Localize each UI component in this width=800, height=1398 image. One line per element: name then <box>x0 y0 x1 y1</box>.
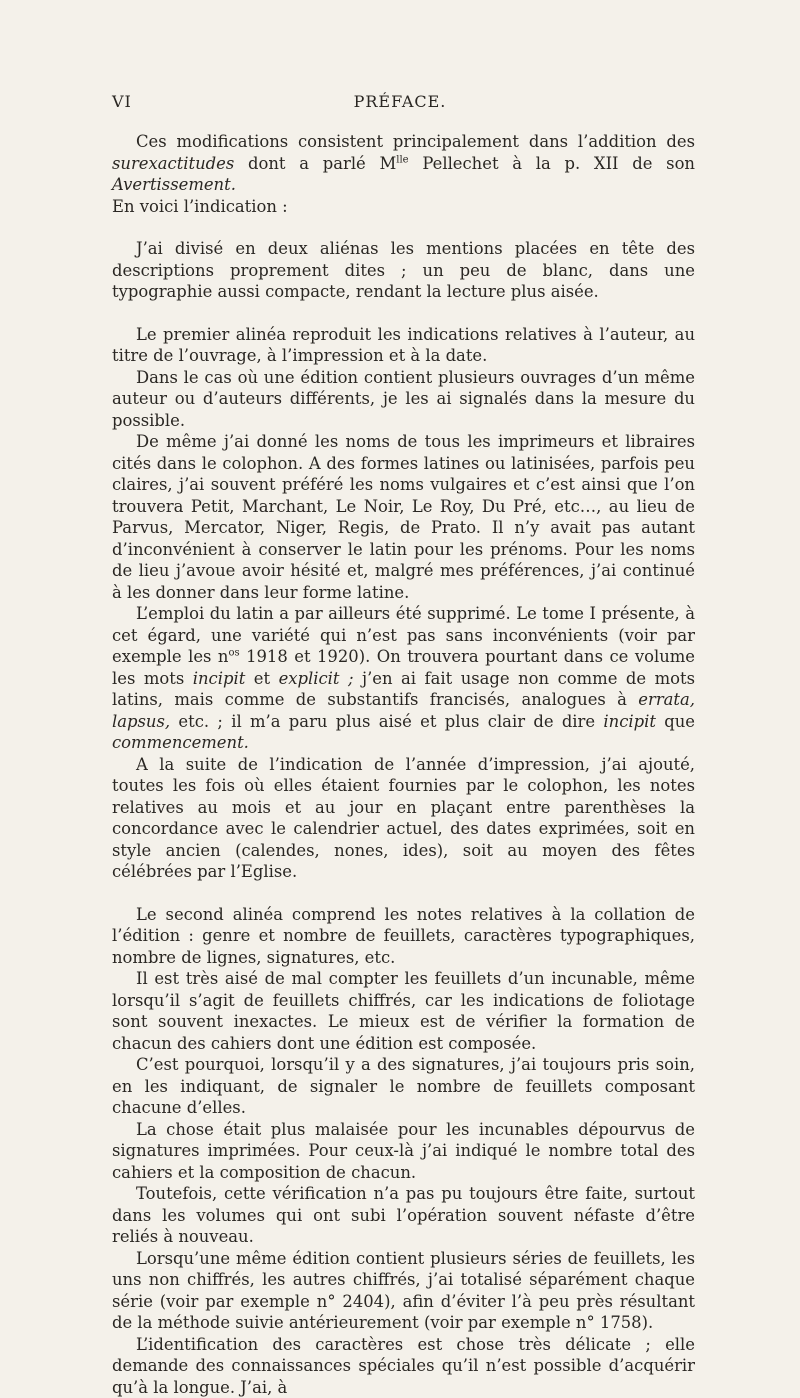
paragraph-latin: L’emploi du latin a par ailleurs été supprimé. Le tome I présente, à cet égard, une variété qui n’est pas sans inconvénients (voir par exemple les $n^{os}$ 1918 et 1920). On trouvera pourtant dans ce volume les mots incipit et explicit ; j’en ai fait usage non comme de mots latins, mais comme de substantifs francisés, analogues à errata, lapsus, etc. ; il m’a paru plus aisé et plus clair de dire incipit que commencement. <box>112 603 695 754</box>
paragraph-intro: Ces modifications consistent principalement dans l’addition des surexactitudes dont a parlé $M^{lle}$ Pellechet à la p. XII de son Avertissement. <box>112 131 695 196</box>
paragraph-premier-alinea: Le premier alinéa reproduit les indications relatives à l’auteur, au titre de l’ouvrage, à l’impression et à la date. <box>112 324 695 367</box>
paragraph-verification: Toutefois, cette vérification n’a pas pu toujours être faite, surtout dans les volumes qui ont subi l’opération souvent néfaste d’être reliés à nouveau. <box>112 1183 695 1248</box>
running-title: PRÉFACE. <box>0 92 800 111</box>
paragraph-plusieurs-ouvrages: Dans le cas où une édition contient plusieurs ouvrages d’un même auteur ou d’auteurs différents, je les ai signalés dans la mesure du possible. <box>112 367 695 432</box>
page-header <box>0 92 800 116</box>
paragraph-indication: En voici l’indication : <box>112 196 695 218</box>
paragraph-imprimeurs: De même j’ai donné les noms de tous les imprimeurs et libraires cités dans le colophon. A des formes latines ou latinisées, parfois peu claires, j’ai souvent préféré les noms vulgaires et c’est ainsi que l’on trouvera Petit, Marchant, Le Noir, Le Roy, Du Pré, etc…, au lieu de Parvus, Mercator, Niger, Regis, de Prato. Il n’y avait pas autant d’inconvénient à conserver le latin pour les prénoms. Pour les noms de lieu j’avoue avoir hésité et, malgré mes préférences, j’ai continué à les donner dans leur forme latine. <box>112 431 695 603</box>
paragraph-cahiers: La chose était plus malaisée pour les incunables dépourvus de signatures imprimées. Pour ceux-là j’ai indiqué le nombre total des cahiers et la composition de chacun. <box>112 1119 695 1184</box>
page-number: VI <box>112 92 132 111</box>
paragraph-signatures: C’est pourquoi, lorsqu’il y a des signatures, j’ai toujours pris soin, en les indiquant, de signaler le nombre de feuillets composant chacune d’elles. <box>112 1054 695 1119</box>
paragraph-feuillets: Il est très aisé de mal compter les feuillets d’un incunable, même lorsqu’il s’agit de feuillets chiffrés, car les indications de foliotage sont souvent inexactes. Le mieux est de vérifier la formation de chacun des cahiers dont une édition est composée. <box>112 968 695 1054</box>
paragraph-dates: A la suite de l’indication de l’année d’impression, j’ai ajouté, toutes les fois où elles étaient fournies par le colophon, les notes relatives au mois et au jour en plaçant entre parenthèses la concordance avec le calendrier actuel, des dates exprimées, soit en style ancien (calendes, nones, ides), soit au moyen des fêtes célébrées par l’Eglise. <box>112 754 695 883</box>
paragraph-alineas: J’ai divisé en deux aliénas les mentions placées en tête des descriptions proprement dites ; un peu de blanc, dans une typographie aussi compacte, rendant la lecture plus aisée. <box>112 238 695 303</box>
paragraph-second-alinea: Le second alinéa comprend les notes relatives à la collation de l’édition : genre et nombre de feuillets, caractères typographiques, nombre de lignes, signatures, etc. <box>112 904 695 969</box>
emphasis: Avertissement. <box>112 175 236 194</box>
paragraph-caracteres: L’identification des caractères est chose très délicate ; elle demande des connaissances spéciales qu’il n’est possible d’acquérir qu’à la longue. J’ai, à <box>112 1334 695 1398</box>
page-body <box>112 131 695 1398</box>
paragraph-series: Lorsqu’une même édition contient plusieurs séries de feuillets, les uns non chiffrés, les autres chiffrés, j’ai totalisé séparément chaque série (voir par exemple n° 2404), afin d’éviter l’à peu près résultant de la méthode suivie antérieurement (voir par exemple n° 1758). <box>112 1248 695 1334</box>
emphasis: surexactitudes <box>112 154 234 173</box>
